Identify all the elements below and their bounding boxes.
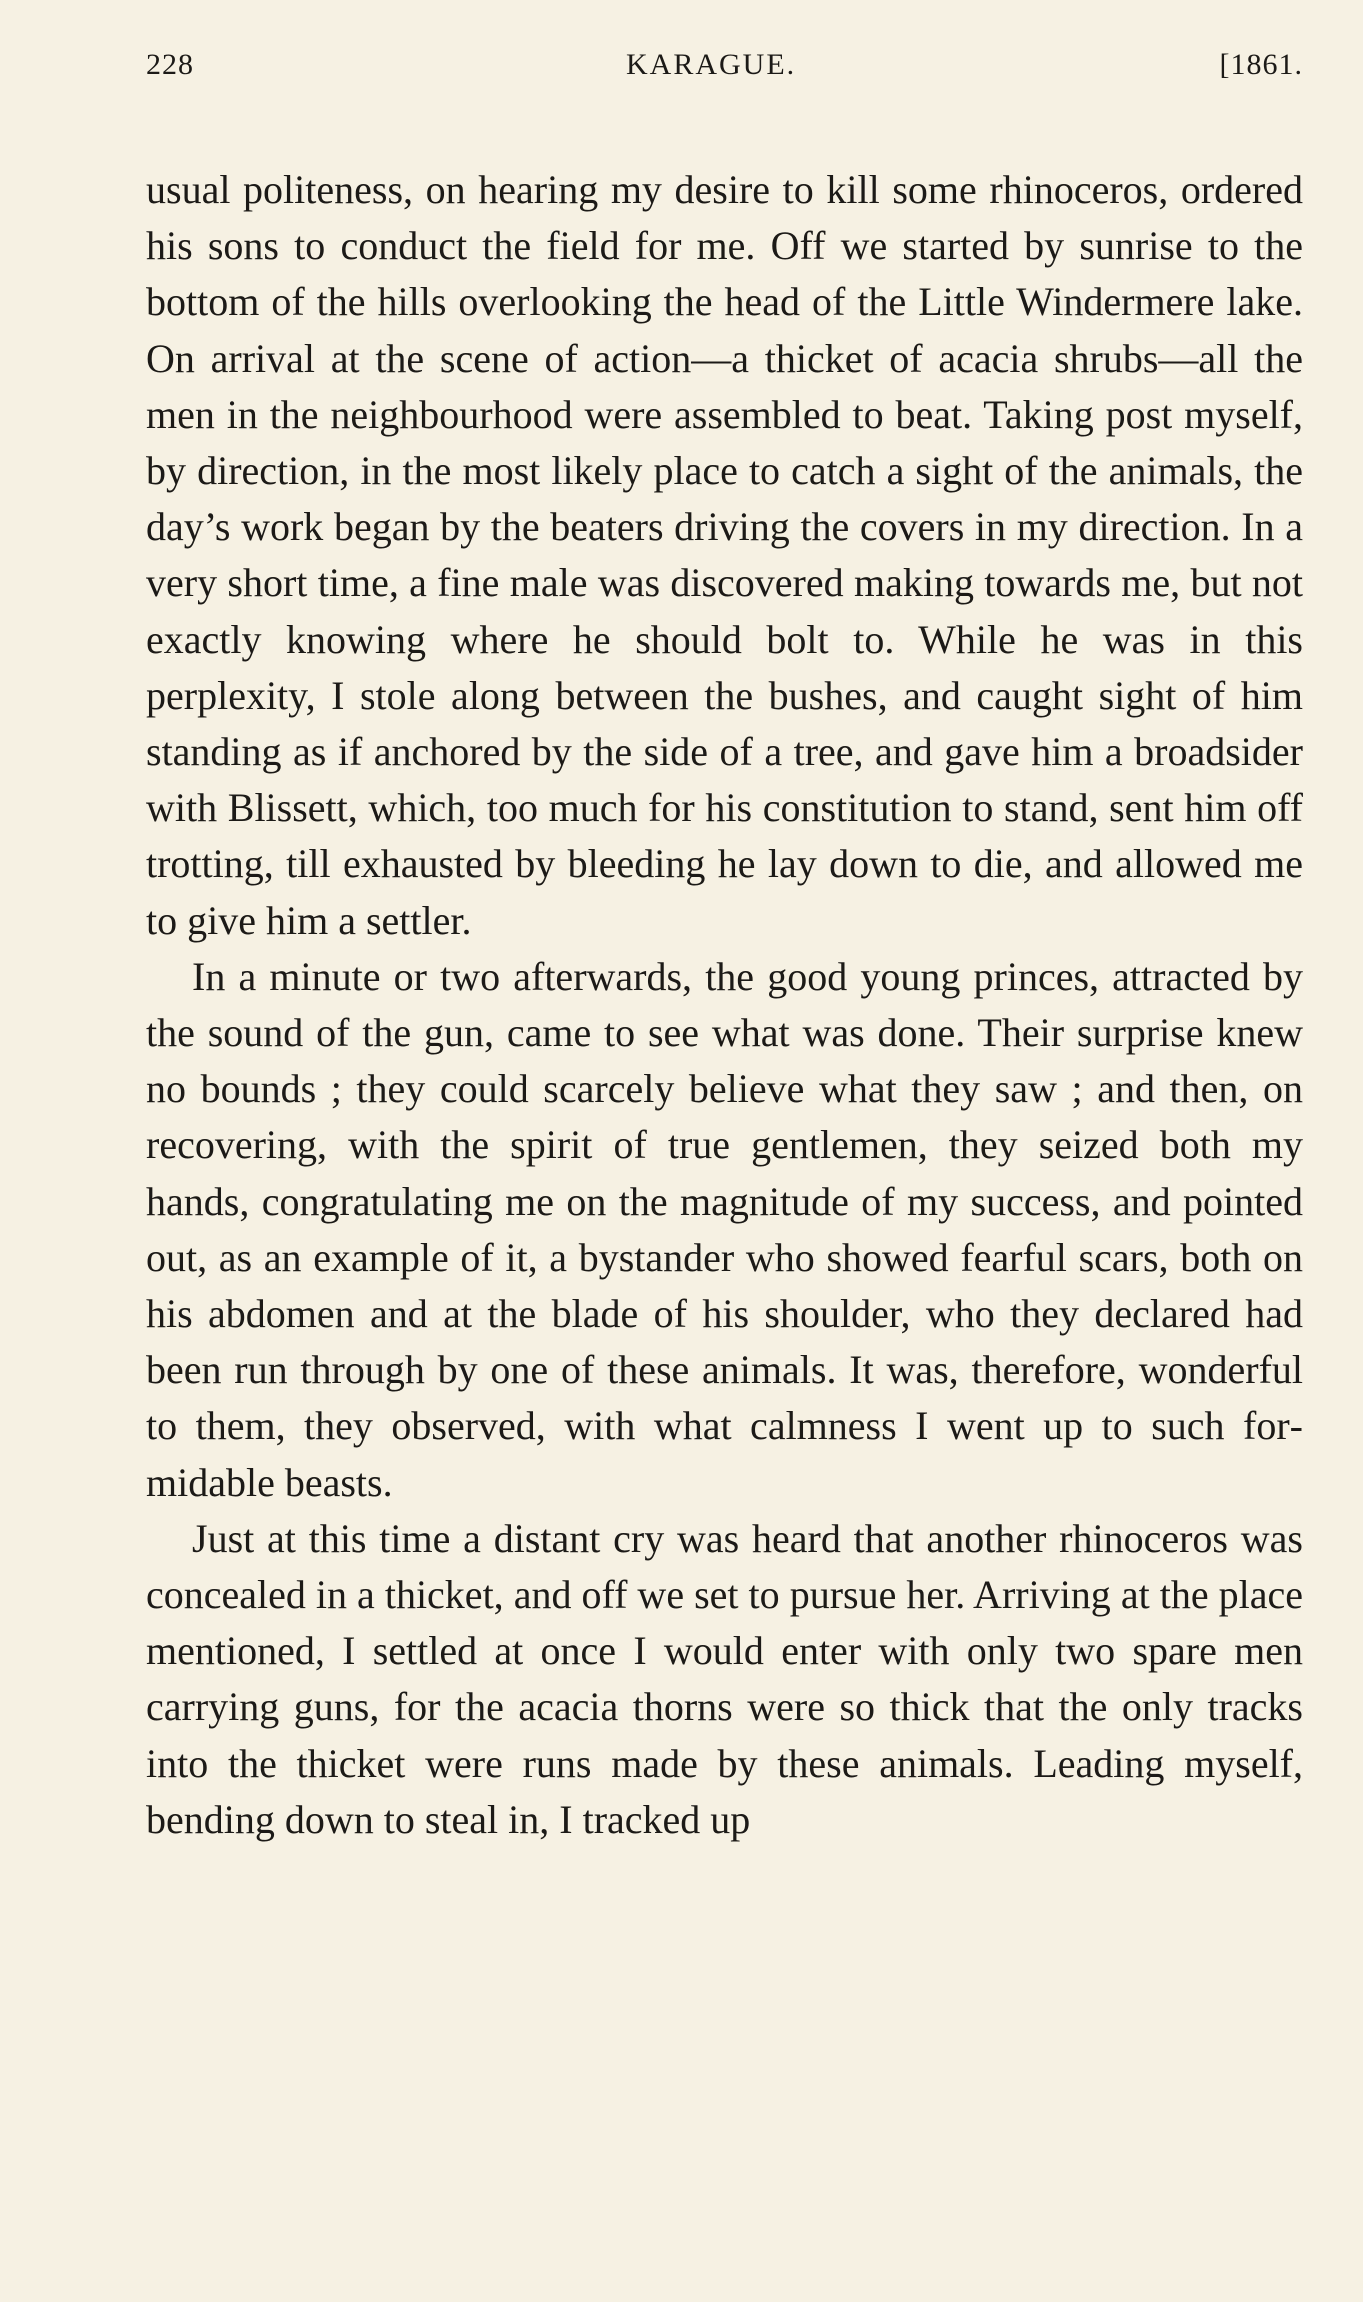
running-head <box>146 38 1303 94</box>
paragraph-continued: usual politeness, on hearing my desire to kill some rhinoceros, ordered his sons to conduct the field for me. Off we started by sunrise to the bottom of the hills overlooking the head of the Little Windermere lake. On arrival at the scene of action—a thicket of acacia shrubs—all the men in the neighbourhood were assembled to beat. Taking post myself, by direction, in the most likely place to catch a sight of the animals, the day’s work began by the beaters driving the covers in my direction. In a very short time, a fine male was discovered making towards me, but not exactly knowing where he should bolt to. While he was in this perplexity, I stole along between the bushes, and caught sight of him standing as if anchored by the side of a tree, and gave him a broadsider with Blissett, which, too much for his constitution to stand, sent him off trotting, till exhausted by bleeding he lay down to die, and allowed me to give him a settler. <box>146 167 1303 943</box>
running-year: [1861. <box>1219 48 1303 81</box>
body-text <box>146 162 1303 1848</box>
paragraph-princes: In a minute or two afterwards, the good young princes, attracted by the sound of the gun, came to see what was done. Their surprise knew no bounds ; they could scarcely believe what they saw ; and then, on recovering, with the spirit of true gentlemen, they seized both my hands, congratulating me on the magnitude of my success, and pointed out, as an example of it, a bystander who showed fearful scars, both on his abdomen and at the blade of his shoulder, who they declared had been run through by one of these animals. It was, therefore, wonderful to them, they observed, with what calmness I went up to such formidable beasts. <box>146 953 1303 1505</box>
paragraph-second-rhinoceros: Just at this time a distant cry was heard that another rhinoceros was concealed in a thicket, and off we set to pursue her. Arriving at the place mentioned, I settled at once I would enter with only two spare men carrying guns, for the acacia thorns were so thick that the only tracks into the thicket were runs made by these animals. Leading myself, bending down to steal in, I tracked up <box>146 1515 1303 1842</box>
running-title: KARAGUE. <box>626 48 797 81</box>
page-number: 228 <box>146 48 194 81</box>
